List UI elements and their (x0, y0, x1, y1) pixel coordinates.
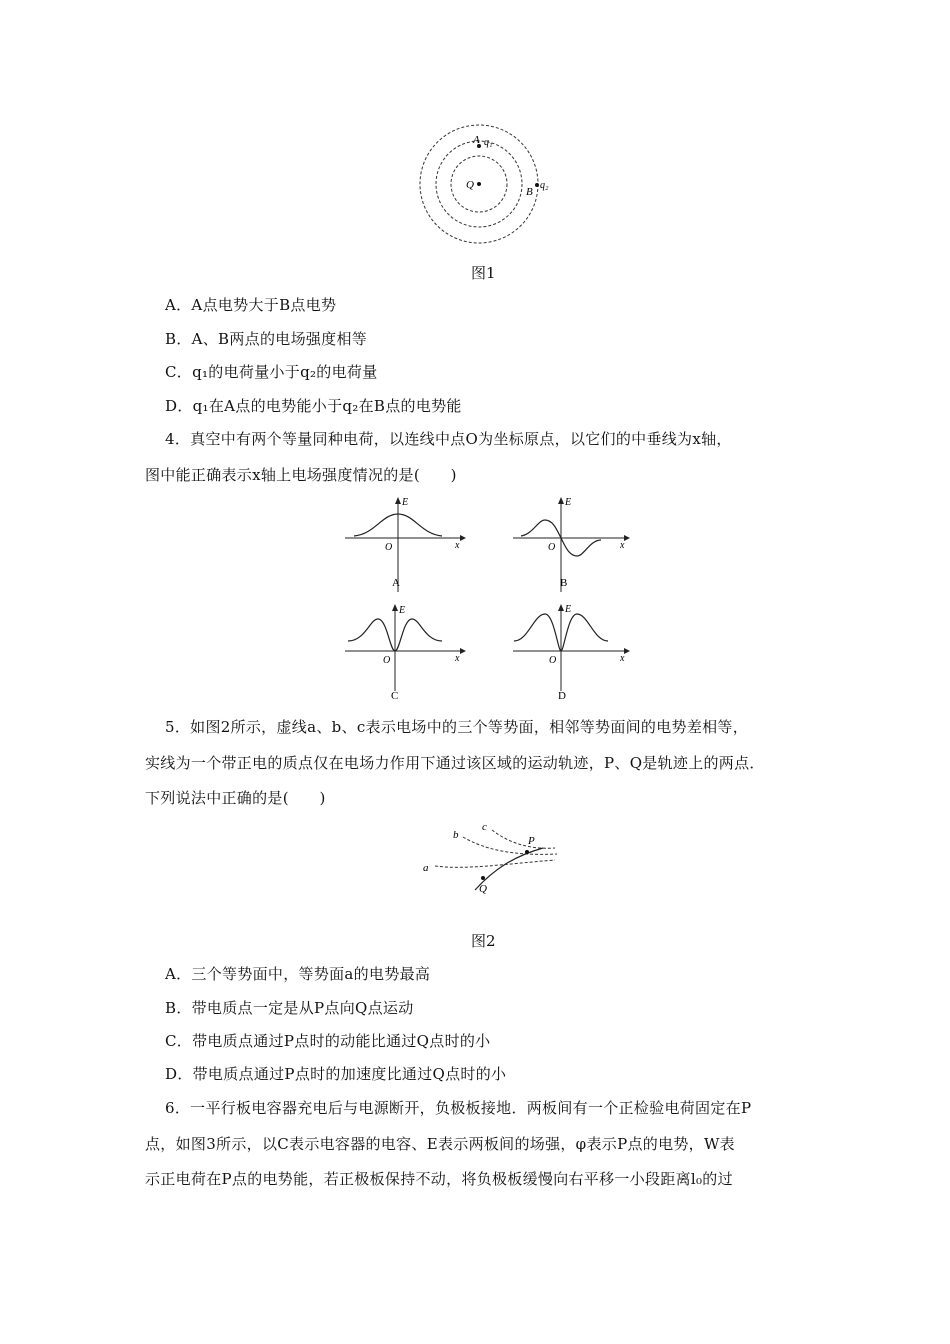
q3-option-d: D．q₁在A点的电势能小于q₂在B点的电势能 (165, 397, 462, 415)
q6-text-line1: 6．一平行板电容器充电后与电源断开，负极板接地．两板间有一个正检验电荷固定在P (165, 1099, 752, 1117)
figure-2-caption: 图2 (471, 932, 496, 950)
q3-option-b: B．A、B两点的电场强度相等 (165, 330, 368, 348)
equipotential-c (492, 830, 555, 848)
graph-a (340, 494, 470, 594)
graph-a-E: E (402, 497, 409, 508)
graph-a-label: A (392, 577, 400, 589)
q5-text-line2: 实线为一个带正电的质点仅在电场力作用下通过该区域的运动轨迹，P、Q是轨迹上的两点． (145, 754, 765, 772)
graph-d-E: E (565, 604, 572, 615)
label-Q: Q (479, 883, 487, 895)
figure-1-caption: 图1 (471, 264, 496, 282)
graph-b-x: x (620, 540, 625, 551)
q4-text-line1: 4．真空中有两个等量同种电荷，以连线中点O为坐标原点，以它们的中垂线为x轴， (165, 430, 732, 448)
equipotential-a (435, 860, 555, 867)
q5-option-c: C．带电质点通过P点时的动能比通过Q点时的小 (165, 1032, 491, 1050)
graph-d-label: D (558, 690, 566, 702)
graph-d (508, 603, 638, 703)
graph-a-x: x (455, 540, 460, 551)
graph-c-x: x (455, 653, 460, 664)
graph-c (340, 603, 470, 703)
q6-text-line3: 示正电荷在P点的电势能，若正极板保持不动，将负极板缓慢向右平移一小段距离l₀的过 (145, 1170, 733, 1188)
figure-2 (415, 818, 565, 898)
label-a: a (423, 862, 429, 874)
graph-b-O: O (548, 542, 556, 553)
graph-d-O: O (549, 655, 557, 666)
q3-option-c: C．q₁的电荷量小于q₂的电荷量 (165, 363, 378, 381)
label-P: P (528, 835, 535, 847)
q3-option-a: A．A点电势大于B点电势 (165, 296, 337, 314)
graph-c-label: C (391, 690, 399, 702)
label-A: A (473, 134, 480, 146)
q5-option-a: A．三个等势面中，等势面a的电势最高 (165, 965, 431, 983)
graph-b (508, 494, 638, 594)
graph-a-O: O (385, 542, 393, 553)
figure-1 (410, 120, 560, 250)
label-B: B (526, 186, 533, 198)
label-c: c (482, 821, 487, 833)
q4-text-line2: 图中能正确表示x轴上电场强度情况的是( ) (145, 466, 457, 484)
label-q1: q₁ (484, 137, 493, 148)
graph-b-label: B (560, 577, 568, 589)
q5-option-d: D．带电质点通过P点时的加速度比通过Q点时的小 (165, 1065, 507, 1083)
label-b: b (453, 829, 459, 841)
point-Q-dot (481, 876, 485, 880)
equipotential-b (463, 837, 557, 854)
q6-text-line2: 点，如图3所示，以C表示电容器的电容、E表示两板间的场强，φ表示P点的电势，W表 (145, 1135, 735, 1153)
graph-b-E: E (565, 497, 572, 508)
q5-text-line1: 5．如图2所示，虚线a、b、c表示电场中的三个等势面，相邻等势面间的电势差相等， (165, 718, 749, 736)
graph-c-E: E (399, 605, 406, 616)
charge-Q-dot (477, 182, 481, 186)
q5-text-line3: 下列说法中正确的是( ) (145, 789, 326, 807)
graph-d-x: x (620, 653, 625, 664)
label-Q: Q (466, 179, 474, 191)
point-P-dot (525, 850, 529, 854)
label-q2: q₂ (540, 180, 549, 191)
graph-c-O: O (383, 655, 391, 666)
point-B-dot (535, 183, 539, 187)
q5-option-b: B．带电质点一定是从P点向Q点运动 (165, 999, 414, 1017)
